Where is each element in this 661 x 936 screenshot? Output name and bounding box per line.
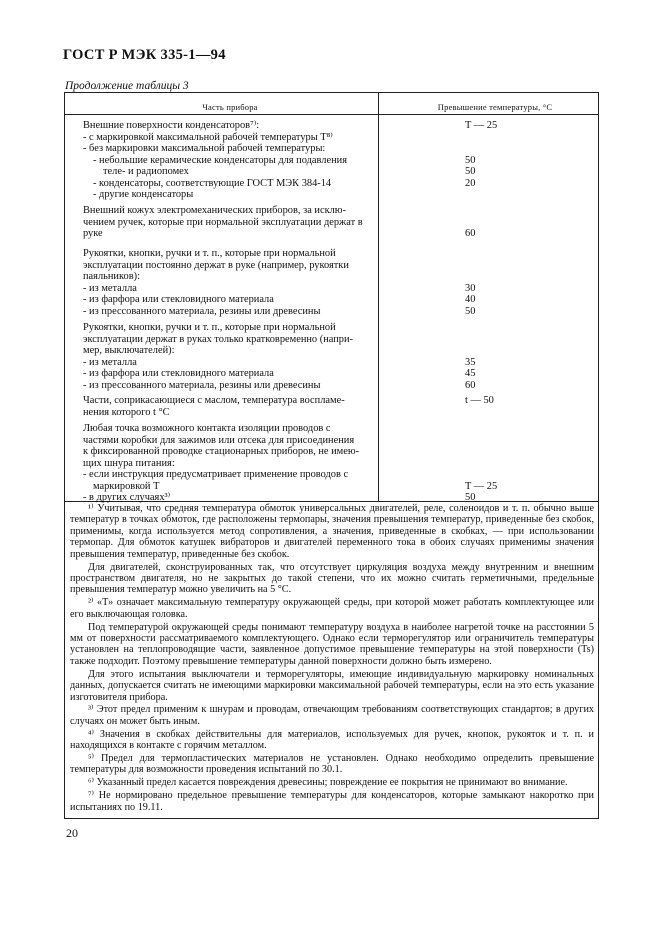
table-values-group xyxy=(465,120,545,189)
row-value: 45 xyxy=(465,368,476,379)
table-row-group xyxy=(83,120,373,201)
row-text: Внешние поверхности конденсаторов⁷⁾: xyxy=(83,120,260,131)
row-text: руке xyxy=(83,228,103,239)
table-values-group xyxy=(465,395,545,407)
row-value: 60 xyxy=(465,228,476,239)
row-text: мер, выключателей): xyxy=(83,345,175,356)
row-value xyxy=(465,334,545,346)
row-value: 50 xyxy=(465,305,476,317)
row-value xyxy=(465,248,545,260)
row-text: - из фарфора или стекловидного материала xyxy=(83,294,274,305)
footnote: Для этого испытания выключатели и терморегуляторы, имеющие индивидуальную маркировку номинальных данных, допускается считать не имеющими маркировки максимальной рабочей температуры, если на это есть указание изготовителя прибора. xyxy=(70,668,594,703)
footnote: ¹⁾ Учитывая, что средняя температура обмоток универсальных двигателей, реле, соленоидов и т. п. обычно выше температур в точках обмоток, где расположены термопары, значения превышения температур, приведенные без скобок, применимы, когда используется метод сопротивления, а значения, приведенные в скобках, — при использовании термопар. Для обмоток катушек вибраторов и двигателей переменного тока в обоих случаях применимы значения превышения температур, приведенные без скобок. xyxy=(70,503,594,560)
row-text: - небольшие керамические конденсаторы для подавления xyxy=(93,154,348,166)
row-text: Внешний кожух электромеханических приборов, за исклю- xyxy=(83,205,347,216)
row-value: t — 50 xyxy=(465,395,494,406)
row-text: Рукоятки, кнопки, ручки и т. п., которые при нормальной xyxy=(83,322,336,333)
table-values-group xyxy=(465,423,545,504)
row-value: 35 xyxy=(465,356,476,368)
row-value xyxy=(465,458,545,470)
row-text: - если инструкция предусматривает применение проводов с xyxy=(83,469,349,480)
row-value: T — 25 xyxy=(465,480,498,492)
table-row-group xyxy=(83,205,373,240)
footnote: ³⁾ Этот предел применим к шнурам и проводам, отвечающим требованиям соответствующих стандартов; в других случаях он может быть иным. xyxy=(70,704,594,727)
document-header: ГОСТ Р МЭК 335-1—94 xyxy=(63,47,226,63)
column-header-part: Часть прибора xyxy=(202,102,258,112)
row-text: эксплуатации постоянно держат в руке (например, рукоятки xyxy=(83,259,349,271)
row-value: 40 xyxy=(465,294,476,305)
row-text: к фиксированной проводке стационарных приборов, не имею- xyxy=(83,446,360,457)
table-row-group xyxy=(83,248,373,317)
footnote: ⁵⁾ Предел для термопластических материалов не установлен. Однако необходимо определить превышение температуры для возможности проведения испытаний по 30.1. xyxy=(70,753,594,776)
row-text: частями коробки для зажимов или отсека для присоединения xyxy=(83,434,355,446)
row-text: - без маркировки максимальной рабочей температуры: xyxy=(83,143,326,154)
table-row-group xyxy=(83,423,373,504)
row-value: 20 xyxy=(465,177,476,189)
row-text: - другие конденсаторы xyxy=(93,189,194,200)
row-text: - из металла xyxy=(83,356,137,368)
row-text: чением ручек, которые при нормальной эксплуатации держат в xyxy=(83,216,363,228)
column-header-temperature: Превышение температуры, °С xyxy=(437,102,553,112)
row-value: 50 xyxy=(465,166,476,177)
row-value: T — 25 xyxy=(465,120,498,131)
row-text: - из прессованного материала, резины или древесины xyxy=(83,379,321,391)
row-text: Рукоятки, кнопки, ручки и т. п., которые при нормальной xyxy=(83,248,336,259)
row-text: - из прессованного материала, резины или древесины xyxy=(83,305,321,317)
row-text: - из фарфора или стекловидного материала xyxy=(83,368,274,379)
row-value xyxy=(465,260,545,272)
table-footnotes xyxy=(70,503,594,815)
row-value xyxy=(465,435,545,447)
row-value xyxy=(465,345,545,357)
row-text: - в других случаях³⁾ xyxy=(83,492,171,503)
table-row-group xyxy=(83,395,373,418)
table-continuation-label: Продолжение таблицы 3 xyxy=(65,80,189,92)
row-value: 50 xyxy=(465,154,476,166)
row-value xyxy=(465,217,545,229)
row-value xyxy=(465,423,545,435)
footnote: ⁷⁾ Не нормировано предельное превышение температуры для конденсаторов, которые замыкают накоротко при испытаниях по 19.11. xyxy=(70,790,594,813)
header-divider xyxy=(65,114,598,115)
row-text: Части, соприкасающиеся с маслом, температура воспламе- xyxy=(83,395,345,406)
table-values-group xyxy=(465,248,545,317)
row-value xyxy=(465,446,545,458)
row-text: нения которого t °С xyxy=(83,406,170,418)
column-divider xyxy=(378,93,379,501)
row-value: 60 xyxy=(465,379,476,391)
row-value xyxy=(465,469,545,481)
row-text: Любая точка возможного контакта изоляции проводов с xyxy=(83,423,331,434)
table-row-group xyxy=(83,322,373,391)
row-value xyxy=(465,205,545,217)
row-text: теле- и радиопомех xyxy=(103,166,189,177)
footnote: ²⁾ «Т» означает максимальную температуру окружающей среды, при которой может работать комплектующее или его выключающая головка. xyxy=(70,597,594,620)
footnote: Под температурой окружающей среды понимают температуру воздуха в наиболее нагретой точке на расстоянии 5 мм от поверхности рассматриваемого комплектующего. Однако если терморегулятор или ограничитель температуры установлен на теплопроводящие части, заявленное допустимое превышение температуры на этой поверхности (Ts) также подходит. Поэтому превышение температуры данной поверхности должно быть измерено. xyxy=(70,621,594,667)
row-text: эксплуатации держат в руках только кратковременно (напри- xyxy=(83,333,354,345)
row-value xyxy=(465,322,545,334)
row-value xyxy=(465,143,545,155)
row-text: маркировкой T xyxy=(93,480,160,492)
table-values-group xyxy=(465,322,545,391)
row-text: - конденсаторы, соответствующие ГОСТ МЭК 384-14 xyxy=(93,177,332,189)
row-text: - из металла xyxy=(83,282,137,294)
row-value: 50 xyxy=(465,492,476,503)
footnote: Для двигателей, сконструированных так, что отсутствует циркуляция воздуха между внутренним и внешним пространством двигателя, но не закрытых до такой степени, что их можно считать герметичными, предельные превышения температур можно увеличить на 5 °С. xyxy=(70,561,594,596)
row-text: паяльников): xyxy=(83,271,140,282)
row-value xyxy=(465,271,545,283)
page-number: 20 xyxy=(66,826,78,840)
row-text: - с маркировкой максимальной рабочей температуры T⁸⁾ xyxy=(83,131,333,143)
table-values-group xyxy=(465,205,545,240)
row-text: щих шнура питания: xyxy=(83,457,175,469)
row-value: 30 xyxy=(465,282,476,294)
row-value xyxy=(465,132,545,144)
footnote: ⁶⁾ Указанный предел касается повреждения древесины; повреждение ее покрытия не принимают во внимание. xyxy=(88,777,568,789)
footnote: ⁴⁾ Значения в скобках действительны для материалов, используемых для ручек, кнопок, рукояток и т. п. и находящихся в контакте с горячим металлом. xyxy=(70,728,594,752)
